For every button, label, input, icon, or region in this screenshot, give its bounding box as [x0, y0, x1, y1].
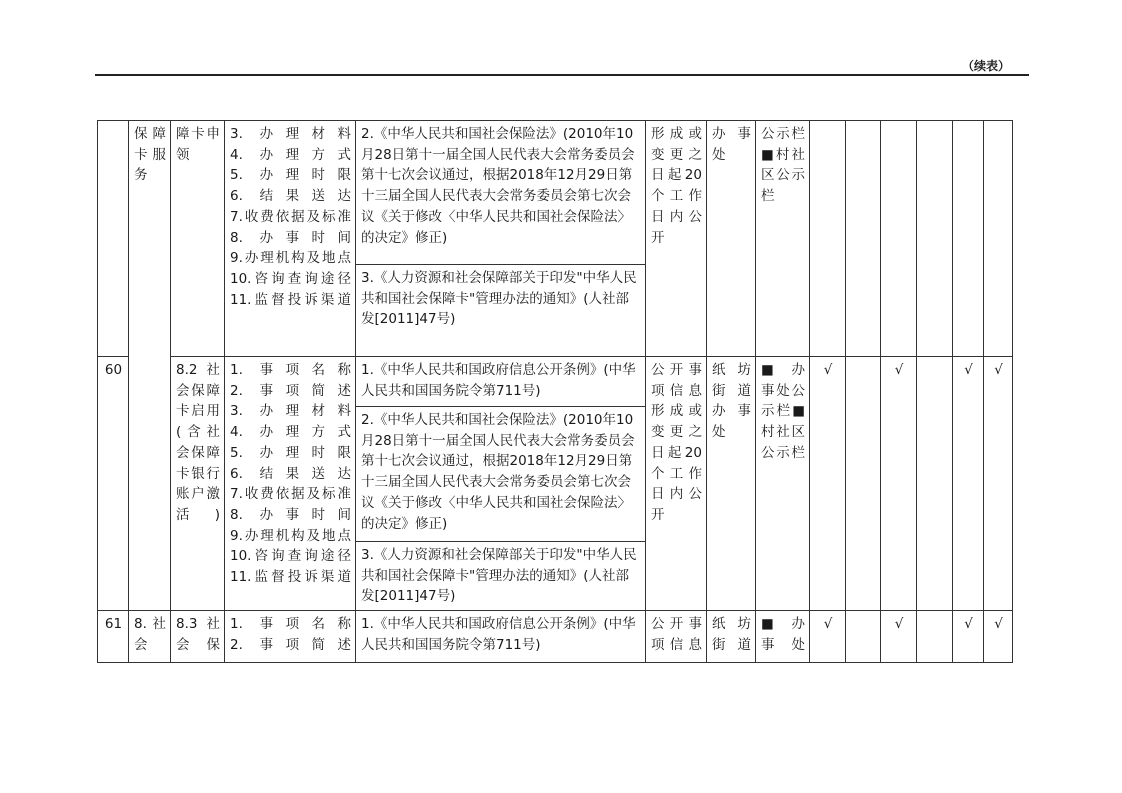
- content-line: 2. 事项简述: [230, 382, 351, 399]
- check-cell: √: [953, 611, 984, 663]
- content-line: 10.咨询查询途径: [230, 548, 351, 565]
- content-line: 9.办理机构及地点: [230, 527, 351, 544]
- content-cell: [225, 357, 356, 611]
- check-cell: [881, 121, 917, 357]
- row-number: 60: [98, 357, 129, 611]
- check-cell: [917, 121, 953, 357]
- time-cell: 公开事项信息形成或变更之日起20个工作日内公开: [646, 357, 707, 611]
- channel-cell: ■ 办事处公示栏■村社区公示栏: [756, 357, 810, 611]
- subject-cell: 纸坊街道: [707, 611, 756, 663]
- basis-cell: 3.《人力资源和社会保障部关于印发"中华人民共和国社会保障卡"管理办法的通知》(人社部发[2011]47号): [356, 542, 646, 611]
- check-cell: [846, 611, 881, 663]
- row-number: 61: [98, 611, 129, 663]
- disclosure-table: [97, 120, 1013, 663]
- content-line: 3. 办理材料: [230, 403, 351, 420]
- check-cell: [953, 121, 984, 357]
- check-cell: [917, 357, 953, 611]
- header-rule: [95, 74, 1029, 76]
- basis-cell: 1.《中华人民共和国政府信息公开条例》(中华人民共和国国务院令第711号): [356, 611, 646, 663]
- content-line: 4. 办理方式: [230, 146, 351, 163]
- basis-cell: 3.《人力资源和社会保障部关于印发"中华人民共和国社会保障卡"管理办法的通知》(人社部发[2011]47号): [356, 265, 646, 357]
- check-cell: [846, 357, 881, 611]
- content-line: 8. 办事时间: [230, 506, 351, 523]
- check-cell: √: [810, 357, 846, 611]
- item-cell: 障卡申领: [171, 121, 225, 357]
- channel-cell: ■ 办事处: [756, 611, 810, 663]
- content-line: 11.监督投诉渠道: [230, 569, 351, 586]
- row-number: [98, 121, 129, 357]
- table-row: [98, 357, 1013, 407]
- item-cell: 8.3社会保: [171, 611, 225, 663]
- check-cell: [984, 121, 1013, 357]
- time-cell: 形成或变更之日起20个工作日内公开: [646, 121, 707, 357]
- check-cell: √: [984, 611, 1013, 663]
- check-cell: [917, 611, 953, 663]
- table-row: [98, 121, 1013, 265]
- content-line: 8. 办事时间: [230, 229, 351, 246]
- check-cell: √: [810, 611, 846, 663]
- check-cell: [810, 121, 846, 357]
- content-line: 3. 办理材料: [230, 126, 351, 142]
- check-cell: √: [953, 357, 984, 611]
- content-line: 1. 事项名称: [230, 616, 351, 633]
- check-cell: √: [881, 357, 917, 611]
- check-cell: [846, 121, 881, 357]
- content-line: 6. 结果送达: [230, 465, 351, 482]
- check-cell: √: [881, 611, 917, 663]
- content-line: 2. 事项简述: [230, 636, 351, 653]
- item-cell: 8.2社会保障卡启用(含社会保障卡银行账户激活): [171, 357, 225, 611]
- check-cell: √: [984, 357, 1013, 611]
- content-line: 9.办理机构及地点: [230, 250, 351, 267]
- table-row: [98, 611, 1013, 663]
- content-line: 5. 办理时限: [230, 444, 351, 461]
- content-line: 7.收费依据及标准: [230, 486, 351, 503]
- basis-cell: 2.《中华人民共和国社会保险法》(2010年10月28日第十一届全国人民代表大会常务委员会第十七次会议通过，根据2018年12月29日第十三届全国人民代表大会常务委员会第七次会议《关于修改〈中华人民共和国社会保险法〉的决定》修正): [356, 407, 646, 542]
- content-line: 11.监督投诉渠道: [230, 291, 351, 308]
- category-cell: 保障卡服务: [129, 121, 171, 611]
- content-line: 1. 事项名称: [230, 362, 351, 378]
- content-cell: [225, 121, 356, 357]
- content-line: 7.收费依据及标准: [230, 208, 351, 225]
- content-line: 5. 办理时限: [230, 167, 351, 184]
- subject-cell: 办事处: [707, 121, 756, 357]
- time-cell: 公开事项信息: [646, 611, 707, 663]
- category-cell: 8.社会: [129, 611, 171, 663]
- basis-cell: 1.《中华人民共和国政府信息公开条例》(中华人民共和国国务院令第711号): [356, 357, 646, 407]
- subject-cell: 纸坊街道办事处: [707, 357, 756, 611]
- content-cell: [225, 611, 356, 663]
- content-line: 6. 结果送达: [230, 188, 351, 205]
- content-line: 10.咨询查询途径: [230, 270, 351, 287]
- continued-label: （续表）: [962, 59, 1011, 73]
- basis-cell: 2.《中华人民共和国社会保险法》(2010年10月28日第十一届全国人民代表大会常务委员会第十七次会议通过，根据2018年12月29日第十三届全国人民代表大会常务委员会第七次会议《关于修改〈中华人民共和国社会保险法〉的决定》修正): [356, 121, 646, 265]
- channel-cell: 公示栏■村社区公示栏: [756, 121, 810, 357]
- content-line: 4. 办理方式: [230, 424, 351, 441]
